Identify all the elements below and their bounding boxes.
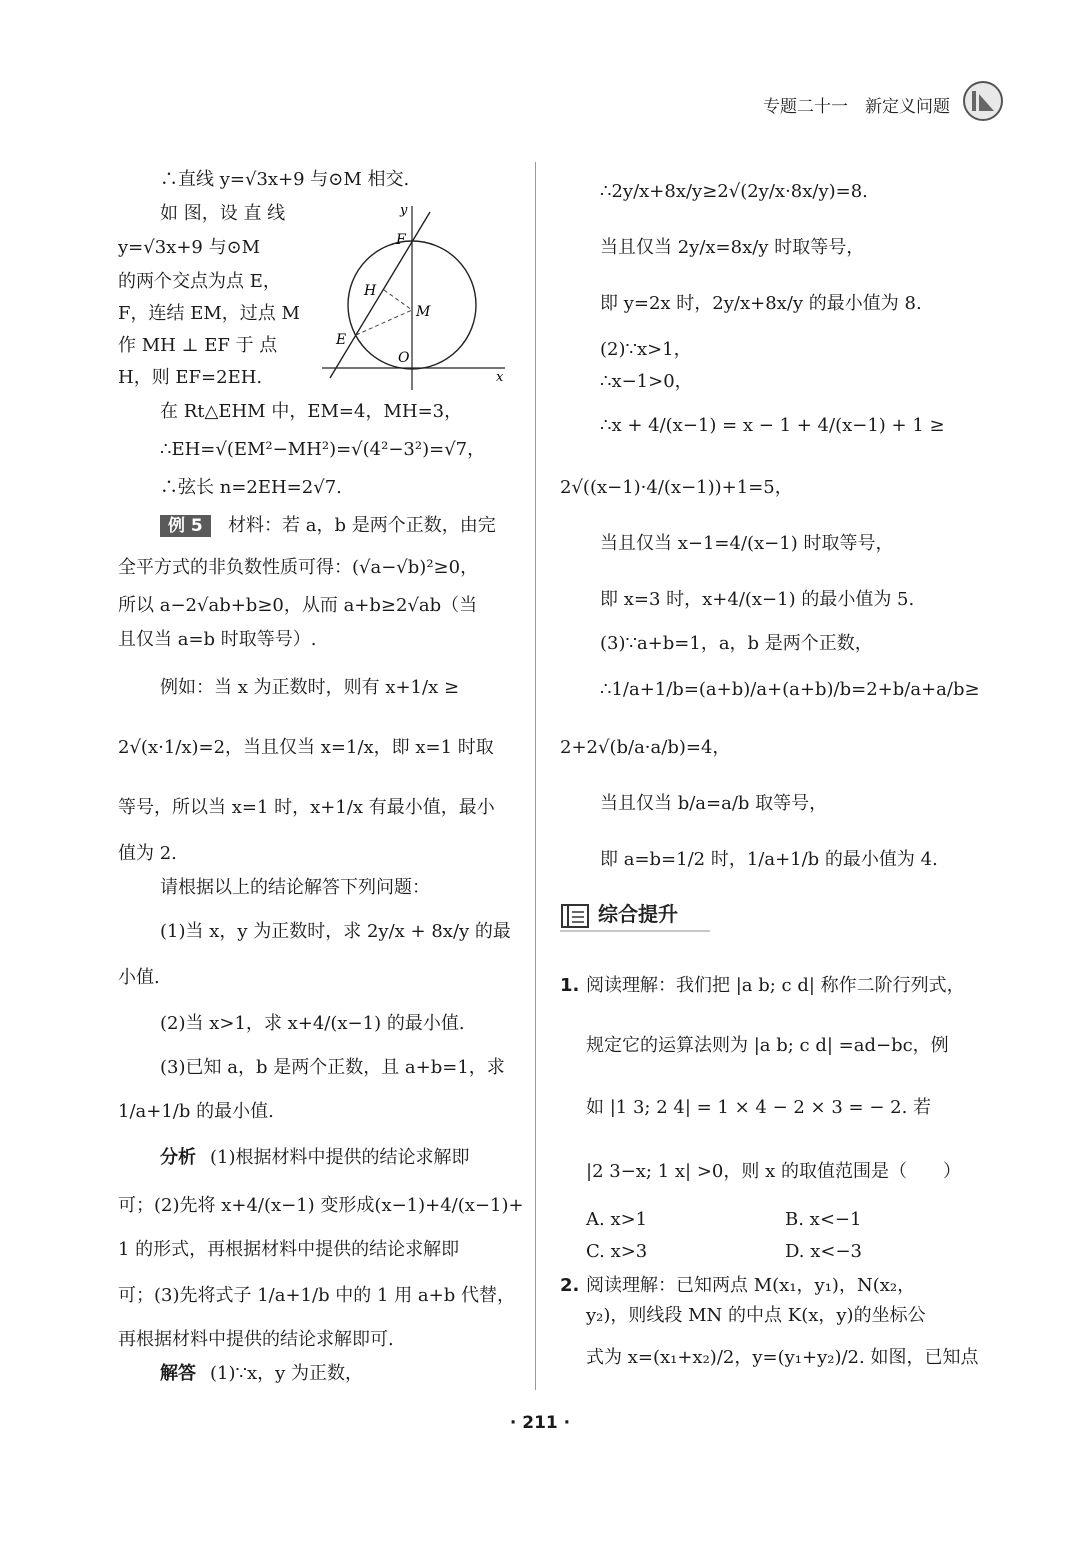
left-line-4: 的两个交点为点 E， — [118, 271, 281, 292]
option-a: A. x>1 — [586, 1209, 648, 1230]
right-line-3: 即 y=2x 时，2y/x+8x/y 的最小值为 8. — [600, 293, 922, 314]
left-line-7: H，则 EF=2EH. — [118, 367, 263, 388]
example-5-tag-line — [160, 514, 211, 538]
left-line-17: 等号，所以当 x=1 时，x+1/x 有最小值，最小 — [118, 797, 495, 818]
right-line-12: 2+2√(b/a·a/b)=4， — [560, 737, 731, 758]
left-line-14: 且仅当 a=b 时取等号）. — [118, 629, 317, 650]
left-line-27: 1 的形式，再根据材料中提供的结论求解即 — [118, 1239, 460, 1260]
question-2-number: 2. — [560, 1275, 580, 1296]
label-h: H — [364, 283, 377, 299]
question-1-number: 1. — [560, 975, 580, 996]
left-line-12: 全平方式的非负数性质可得：(√a−√b)²≥0， — [118, 557, 479, 578]
left-line-1: ∴直线 y=√3x+9 与⊙M 相交. — [160, 169, 410, 190]
right-line-10: (3)∵a+b=1，a，b 是两个正数， — [600, 633, 873, 654]
chapter-logo-icon — [962, 80, 1004, 122]
label-x: x — [496, 370, 504, 385]
answer-tag: 解答 — [160, 1363, 196, 1384]
left-line-15: 例如：当 x 为正数时，则有 x+1/x ≥ — [160, 677, 460, 698]
page-header-title: 专题二十一 新定义问题 — [763, 97, 950, 117]
left-line-28: 可；(3)先将式子 1/a+1/b 中的 1 用 a+b 代替， — [118, 1285, 515, 1306]
label-m: M — [416, 304, 431, 320]
left-line-9: ∴EH=√(EM²−MH²)=√(4²−3²)=√7， — [160, 439, 486, 460]
left-line-30: (1)∵x，y 为正数， — [210, 1363, 363, 1384]
option-c: C. x>3 — [586, 1241, 648, 1262]
left-line-22: (2)当 x>1，求 x+4/(x−1) 的最小值. — [160, 1013, 465, 1034]
right-line-13: 当且仅当 b/a=a/b 取等号， — [600, 793, 828, 814]
right-line-14: 即 a=b=1/2 时，1/a+1/b 的最小值为 4. — [600, 849, 938, 870]
left-line-19: 请根据以上的结论解答下列问题： — [160, 877, 430, 898]
left-line-26: 可；(2)先将 x+4/(x−1) 变形成(x−1)+4/(x−1)+ — [118, 1195, 524, 1216]
right-line-11: ∴1/a+1/b=(a+b)/a+(a+b)/b=2+b/a+a/b≥ — [600, 679, 980, 700]
label-y: y — [400, 203, 408, 218]
left-line-10: ∴弦长 n=2EH=2√7. — [160, 477, 342, 498]
line-ef — [330, 212, 430, 378]
label-e: E — [336, 332, 347, 348]
left-line-18: 值为 2. — [118, 843, 177, 864]
left-line-3: y=√3x+9 与⊙M — [118, 237, 261, 258]
right-line-6: ∴x + 4/(x−1) = x − 1 + 4/(x−1) + 1 ≥ — [600, 415, 945, 436]
left-line-24: 1/a+1/b 的最小值. — [118, 1101, 274, 1122]
left-line-29: 再根据材料中提供的结论求解即可. — [118, 1329, 394, 1350]
left-line-20: (1)当 x，y 为正数时，求 2y/x + 8x/y 的最 — [160, 921, 511, 942]
right-line-1: ∴2y/x+8x/y≥2√(2y/x·8x/y)=8. — [600, 181, 868, 202]
analysis-tag: 分析 — [160, 1147, 196, 1168]
option-b: B. x<−1 — [785, 1209, 862, 1230]
right-line-5: ∴x−1>0， — [600, 371, 693, 392]
left-line-16: 2√(x·1/x)=2，当且仅当 x=1/x，即 x=1 时取 — [118, 737, 494, 758]
circle-line-figure — [320, 200, 510, 390]
right-line-4: (2)∵x>1， — [600, 339, 692, 360]
left-line-25: (1)根据材料中提供的结论求解即 — [210, 1147, 470, 1168]
question-1-line-a: 阅读理解：我们把 |a b; c d| 称作二阶行列式， — [586, 975, 965, 996]
label-o: O — [398, 350, 410, 366]
question-1-line-c: 如 |1 3; 2 4| = 1 × 4 − 2 × 3 = − 2. 若 — [586, 1097, 932, 1118]
question-2-line-b: y₂)，则线段 MN 的中点 K(x，y)的坐标公 — [586, 1305, 926, 1326]
right-line-7: 2√((x−1)·4/(x−1))+1=5， — [560, 477, 793, 498]
notebook-icon — [560, 902, 592, 930]
left-line-21: 小值. — [118, 967, 160, 988]
section-underline — [560, 930, 710, 932]
question-1-line-d: |2 3−x; 1 x| >0，则 x 的取值范围是（ ） — [586, 1161, 961, 1182]
label-f: F — [396, 232, 406, 248]
left-line-23: (3)已知 a，b 是两个正数，且 a+b=1，求 — [160, 1057, 505, 1078]
section-title: 综合提升 — [598, 902, 678, 926]
left-line-11: 材料：若 a，b 是两个正数，由完 — [228, 515, 496, 536]
right-line-2: 当且仅当 2y/x=8x/y 时取等号， — [600, 237, 865, 258]
left-line-8: 在 Rt△EHM 中，EM=4，MH=3， — [160, 401, 463, 422]
left-line-6: 作 MH ⊥ EF 于 点 — [118, 335, 278, 356]
left-line-2: 如 图，设 直 线 — [160, 203, 286, 224]
left-line-13: 所以 a−2√ab+b≥0，从而 a+b≥2√ab（当 — [118, 595, 478, 616]
right-line-8: 当且仅当 x−1=4/(x−1) 时取等号， — [600, 533, 894, 554]
segment-em — [356, 310, 412, 335]
example-5-tag: 例 5 — [160, 515, 211, 537]
left-line-5: F，连结 EM，过点 M — [118, 303, 300, 324]
question-1-line-b: 规定它的运算法则为 |a b; c d| =ad−bc，例 — [586, 1035, 949, 1056]
page-number: · 211 · — [509, 1413, 571, 1433]
column-divider — [535, 162, 536, 1390]
option-d: D. x<−3 — [785, 1241, 863, 1262]
segment-hm — [384, 290, 412, 310]
right-line-9: 即 x=3 时，x+4/(x−1) 的最小值为 5. — [600, 589, 915, 610]
question-2-line-a: 阅读理解：已知两点 M(x₁，y₁)，N(x₂， — [586, 1275, 916, 1296]
question-2-line-c: 式为 x=(x₁+x₂)/2，y=(y₁+y₂)/2. 如图，已知点 — [586, 1347, 979, 1368]
